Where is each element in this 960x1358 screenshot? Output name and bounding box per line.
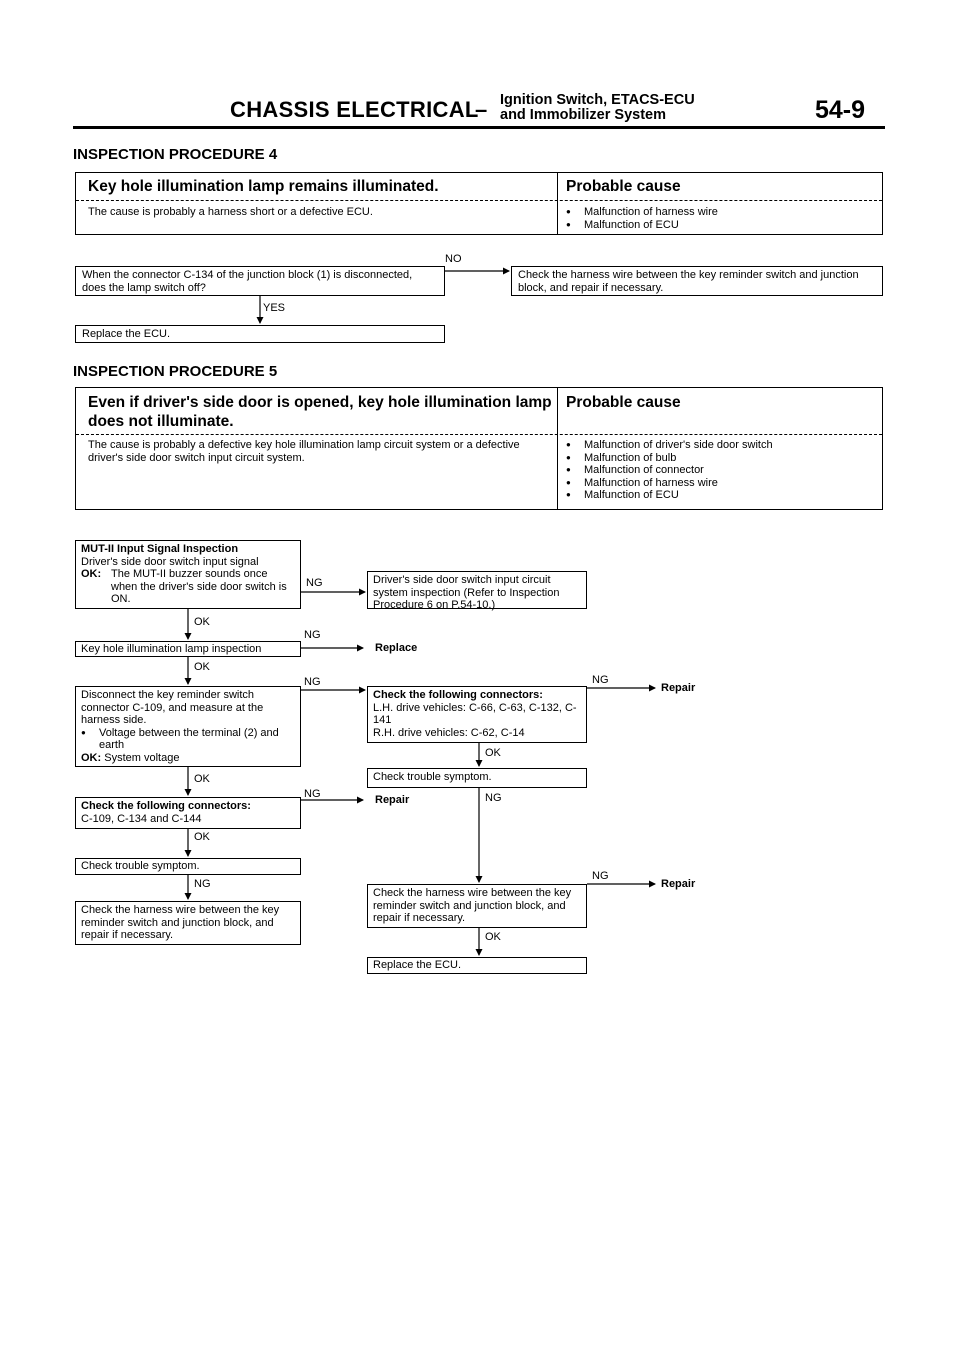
cause-item: ● Malfunction of harness wire [566, 477, 773, 490]
right-conn-rh: R.H. drive vehicles: C-62, C-14 [373, 726, 525, 739]
symptom-description: The cause is probably a defective key hole illumination lamp circuit system or a defective driver's side door switch input circuit system. [88, 439, 520, 464]
ok-label: OK [194, 616, 210, 628]
symptom-description: The cause is probably a harness short or a defective ECU. [88, 206, 373, 218]
section-title: CHASSIS ELECTRICAL [230, 97, 479, 122]
symptom-heading: Key hole illumination lamp remains illuminated. [88, 178, 439, 195]
procedure-4-title: INSPECTION PROCEDURE 4 [73, 146, 278, 163]
mut-ok-row [81, 568, 295, 606]
ng-label: NG [592, 674, 609, 686]
disconnect-text: Disconnect the key reminder switch connector C-109, and measure at the harness side. [81, 689, 264, 726]
header-subtitle-2: and Immobilizer System [500, 107, 666, 123]
cause-heading: Probable cause [566, 178, 681, 195]
no-action-box: Check the harness wire between the key reminder switch and junction block, and repair if necessary. [511, 266, 883, 296]
left-connectors-box [75, 797, 301, 829]
right-conn-lh: L.H. drive vehicles: C-66, C-63, C-132, C-141 [373, 701, 577, 726]
mut-title: MUT-II Input Signal Inspection [81, 543, 239, 555]
voltage-ok-row [81, 752, 295, 765]
header-subtitle-1: Ignition Switch, ETACS-ECU [500, 92, 695, 108]
cause-item: ● Malfunction of ECU [566, 219, 718, 232]
procedure-5-title: INSPECTION PROCEDURE 5 [73, 363, 278, 380]
mut-line: Driver's side door switch input signal [81, 555, 259, 568]
left-conn-list: C-109, C-134 and C-144 [81, 812, 202, 825]
repair-text: Repair [661, 878, 696, 890]
mut-inspection-box [75, 540, 301, 609]
yes-label: YES [263, 302, 286, 314]
right-trouble-box: Check trouble symptom. [367, 768, 587, 788]
right-harness-box: Check the harness wire between the key reminder switch and junction block, and repair if necessary. [367, 884, 587, 928]
ok-label: OK [194, 661, 210, 673]
cause-item: ● Malfunction of harness wire [566, 206, 718, 219]
question-box: When the connector C-134 of the junction block (1) is disconnected, does the lamp switch off? [75, 266, 445, 296]
header-dash: – [475, 97, 488, 122]
ng-label: NG [304, 676, 321, 688]
ng-label: NG [485, 792, 502, 804]
repair-text: Repair [375, 794, 410, 806]
voltage-item: ● Voltage between the terminal (2) and earth [81, 727, 295, 752]
page-number: 54-9 [815, 96, 866, 124]
cause-heading: Probable cause [566, 394, 681, 411]
symptom-heading: Even if driver's side door is opened, key hole illumination lamp does not illuminate. [88, 394, 552, 430]
left-harness-box: Check the harness wire between the key reminder switch and junction block, and repair if necessary. [75, 901, 301, 945]
replace-text: Replace [375, 642, 418, 654]
voltage-list [81, 727, 295, 752]
repair-text: Repair [661, 682, 696, 694]
left-conn-title: Check the following connectors: [81, 800, 251, 812]
driver-check-box: Driver's side door switch input circuit system inspection (Refer to Inspection Procedure 6 on P.54-10.) [367, 571, 587, 609]
ng-label: NG [194, 878, 211, 890]
left-trouble-box: Check trouble symptom. [75, 858, 301, 875]
ok-label: OK [485, 931, 501, 943]
disconnect-box [75, 686, 301, 767]
no-label: NO [445, 253, 462, 265]
voltage-ok-text: System voltage [104, 751, 180, 764]
cause-item: ● Malfunction of driver's side door switch [566, 439, 773, 452]
ng-label: NG [304, 629, 321, 641]
ng-label: NG [306, 577, 323, 589]
ok-label: OK [194, 831, 210, 843]
ng-label: NG [304, 788, 321, 800]
replace-ecu-box: Replace the ECU. [367, 957, 587, 974]
ng-label: NG [592, 870, 609, 882]
lamp-inspection-box: Key hole illumination lamp inspection [75, 641, 301, 657]
ok-label: OK: [81, 568, 102, 580]
cause-item: ● Malfunction of connector [566, 464, 773, 477]
ok-label: OK: [81, 751, 102, 764]
yes-action-box: Replace the ECU. [75, 325, 445, 343]
ok-label: OK [485, 747, 501, 759]
mut-ok-text: The MUT-II buzzer sounds once when the driver's side door switch is ON. [111, 568, 287, 605]
right-connectors-box [367, 686, 587, 743]
ok-label: OK [194, 773, 210, 785]
cause-item: ● Malfunction of ECU [566, 489, 773, 502]
right-conn-title: Check the following connectors: [373, 689, 543, 701]
cause-item: ● Malfunction of bulb [566, 452, 773, 465]
